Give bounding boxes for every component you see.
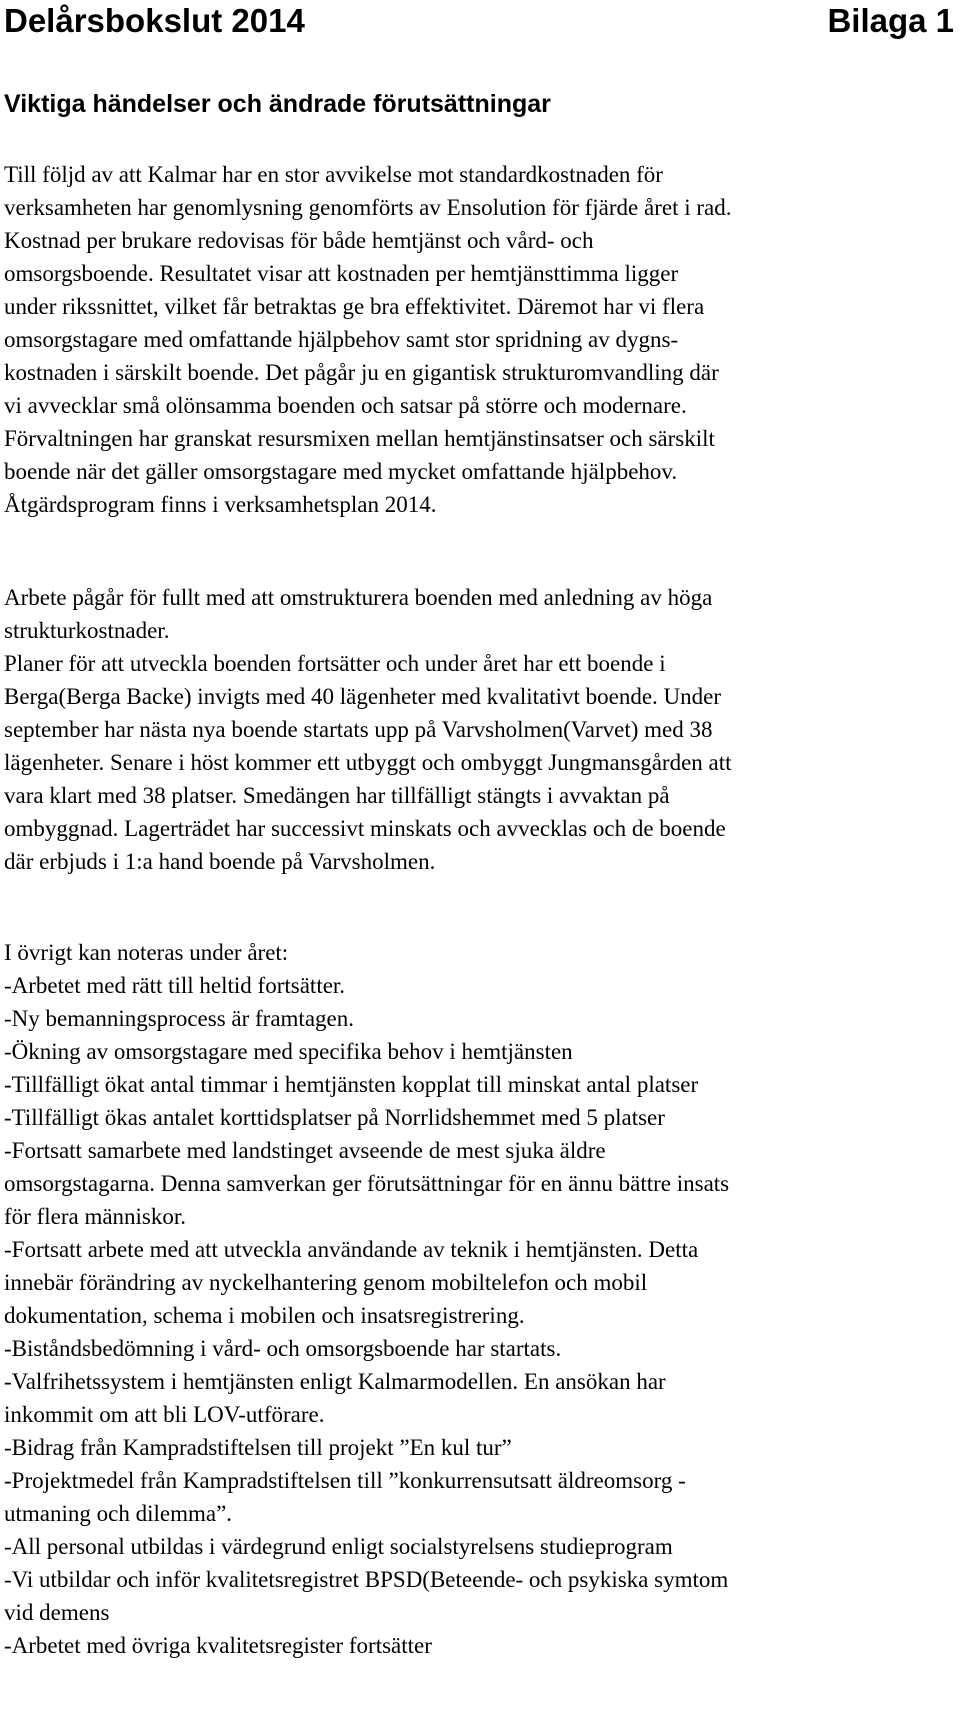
document-title: Delårsbokslut 2014 [4, 2, 305, 39]
paragraph-restructuring: Arbete pågår för fullt med att omstrukturera boenden med anledning av höga strukturkostnader. Planer för att utveckla boenden fortsätter och under året har ett boende i Berga(Berga Backe) invigts med 40 lägenheter med kvalitativt boende. Under september har nästa nya boende startats upp på Varvsholmen(Varvet) med 38 lägenheter. Senare i höst kommer ett utbyggt och ombyggt Jungmansgården att vara klart med 38 platser. Smedängen har tillfälligt stängts i avvaktan på ombyggnad. Lagerträdet har successivt minskats och avvecklas och de boende där erbjuds i 1:a hand boende på Varvsholmen. [4, 585, 732, 874]
page-header [4, 2, 954, 42]
attachment-label: Bilaga 1 [827, 2, 954, 39]
paragraph-cost-analysis: Till följd av att Kalmar har en stor avvikelse mot standardkostnaden för verksamheten har genomlysning genomförts av Ensolution för fjärde året i rad. Kostnad per brukare redovisas för både hemtjänst och vård- och omsorgsboende. Resultatet visar att kostnaden per hemtjänsttimma ligger under rikssnittet, vilket får betraktas ge bra effektivitet. Däremot har vi flera omsorgstagare med omfattande hjälpbehov samt stor spridning av dygns- kostnaden i särskilt boende. Det pågår ju en gigantisk strukturomvandling där vi avvecklar små olönsamma boenden och satsar på större och modernare. Förvaltningen har granskat resursmixen mellan hemtjänstinsatser och särskilt boende när det gäller omsorgstagare med mycket omfattande hjälpbehov. Åtgärdsprogram finns i verksamhetsplan 2014. [4, 162, 732, 517]
paragraph-other-notes: I övrigt kan noteras under året: -Arbetet med rätt till heltid fortsätter. -Ny bemanningsprocess är framtagen. -Ökning av omsorgstagare med specifika behov i hemtjänsten -Tillfälligt ökat antal timmar i hemtjänsten kopplat till minskat antal platser -Tillfälligt ökas antalet korttidsplatser på Norrlidshemmet med 5 platser -Fortsatt samarbete med landstinget avseende de mest sjuka äldre omsorgstagarna. Denna samverkan ger förutsättningar för en ännu bättre insats för flera människor. -Fortsatt arbete med att utveckla användande av teknik i hemtjänsten. Detta innebär förändring av nyckelhantering genom mobiltelefon och mobil dokumentation, schema i mobilen och insatsregistrering. -Biståndsbedömning i vård- och omsorgsboende har startats. -Valfrihetssystem i hemtjänsten enligt Kalmarmodellen. En ansökan har inkommit om att bli LOV-utförare. -Bidrag från Kampradstiftelsen till projekt ”En kul tur” -Projektmedel från Kampradstiftelsen till ”konkurrensutsatt äldreomsorg - utmaning och dilemma”. -All personal utbildas i värdegrund enligt socialstyrelsens studieprogram -Vi utbildar och inför kvalitetsregistret BPSD(Beteende- och psykiska symtom vid demens -Arbetet med övriga kvalitetsregister fortsätter [4, 940, 730, 1658]
section-heading: Viktiga händelser och ändrade förutsättningar [4, 90, 551, 118]
